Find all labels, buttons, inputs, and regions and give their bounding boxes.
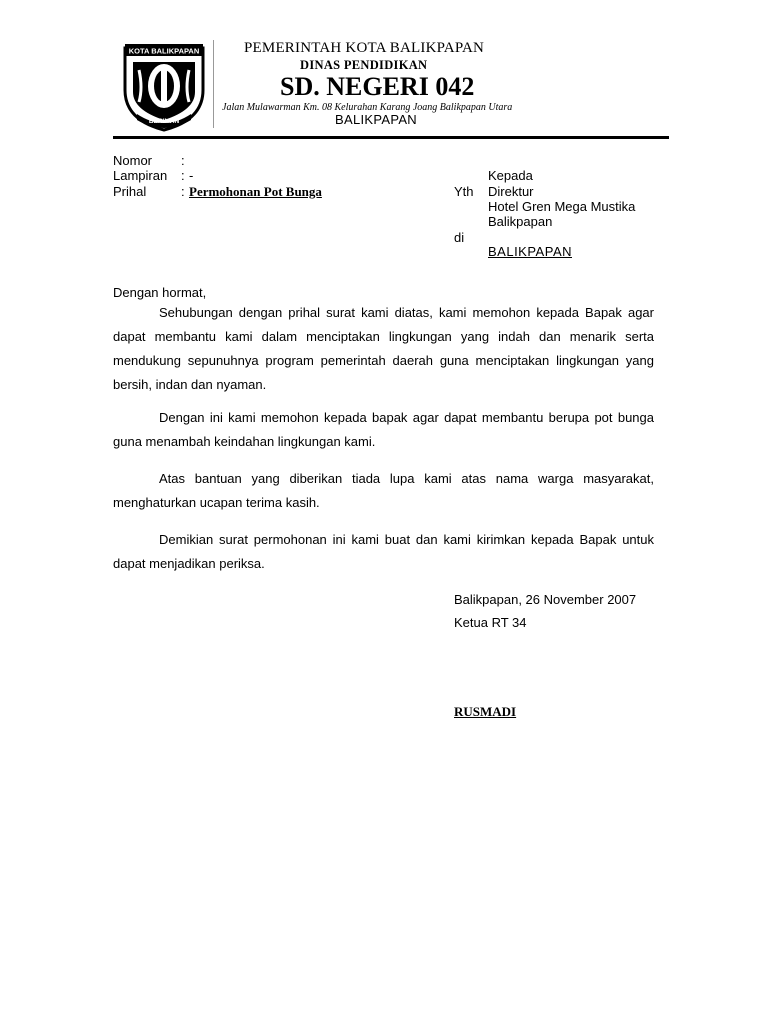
emblem-top-text: KOTA BALIKPAPAN bbox=[128, 46, 200, 56]
place-date: Balikpapan, 26 November 2007 bbox=[454, 592, 637, 607]
school-name: SD. NEGERI 042 bbox=[280, 72, 475, 101]
paragraph-1: Sehubungan dengan prihal surat kami diatas, kami memohon kepada Bapak agar dapat membantu kami dalam menciptakan lingkungan yang indah dan menarik serta mendukung sepunuhnya program pemerintah daerah guna menciptakan lingkungan yang bersih, indan dan nyaman. bbox=[113, 305, 654, 392]
greeting: Dengan hormat, bbox=[113, 285, 207, 300]
yth-label: Yth bbox=[454, 184, 474, 199]
department-name: DINAS PENDIDIKAN bbox=[300, 58, 428, 72]
recipient-city: BALIKPAPAN bbox=[488, 244, 572, 259]
nomor-label: Nomor bbox=[113, 153, 153, 168]
recipient-title: Direktur bbox=[488, 184, 534, 199]
lampiran-label: Lampiran bbox=[113, 168, 168, 183]
letterhead-separator bbox=[213, 40, 214, 128]
nomor-colon: : bbox=[181, 153, 185, 168]
paragraph-2: Dengan ini kami memohon kepada bapak agar dapat membantu berupa pot bunga guna menambah keindahan lingkungan kami. bbox=[113, 410, 654, 449]
recipient-organization: Hotel Gren Mega Mustika bbox=[488, 199, 636, 214]
letterhead-rule bbox=[113, 136, 669, 139]
lampiran-value: - bbox=[189, 168, 194, 183]
kepada-label: Kepada bbox=[488, 168, 533, 183]
paragraph-4: Demikian surat permohonan ini kami buat dan kami kirimkan kepada Bapak untuk dapat menjadikan periksa. bbox=[113, 532, 654, 571]
letterhead-city: BALIKPAPAN bbox=[335, 112, 417, 127]
prihal-label: Prihal bbox=[113, 184, 147, 199]
government-name: PEMERINTAH KOTA BALIKPAPAN bbox=[244, 40, 485, 56]
signer-title: Ketua RT 34 bbox=[454, 615, 527, 630]
paragraph-3: Atas bantuan yang diberikan tiada lupa kami atas nama warga masyarakat, menghaturkan ucapan terima kasih. bbox=[113, 471, 654, 510]
city-emblem-logo bbox=[121, 40, 207, 132]
emblem-bottom-text: BERIMAN bbox=[148, 118, 180, 125]
prihal-value: Permohonan Pot Bunga bbox=[189, 184, 322, 199]
lampiran-colon: : bbox=[181, 168, 185, 183]
school-address: Jalan Mulawarman Km. 08 Kelurahan Karang Joang Balikpapan Utara bbox=[222, 102, 513, 113]
recipient-city-line: Balikpapan bbox=[488, 214, 553, 229]
di-label: di bbox=[454, 230, 465, 245]
prihal-colon: : bbox=[181, 184, 185, 199]
signer-name: RUSMADI bbox=[454, 704, 517, 719]
